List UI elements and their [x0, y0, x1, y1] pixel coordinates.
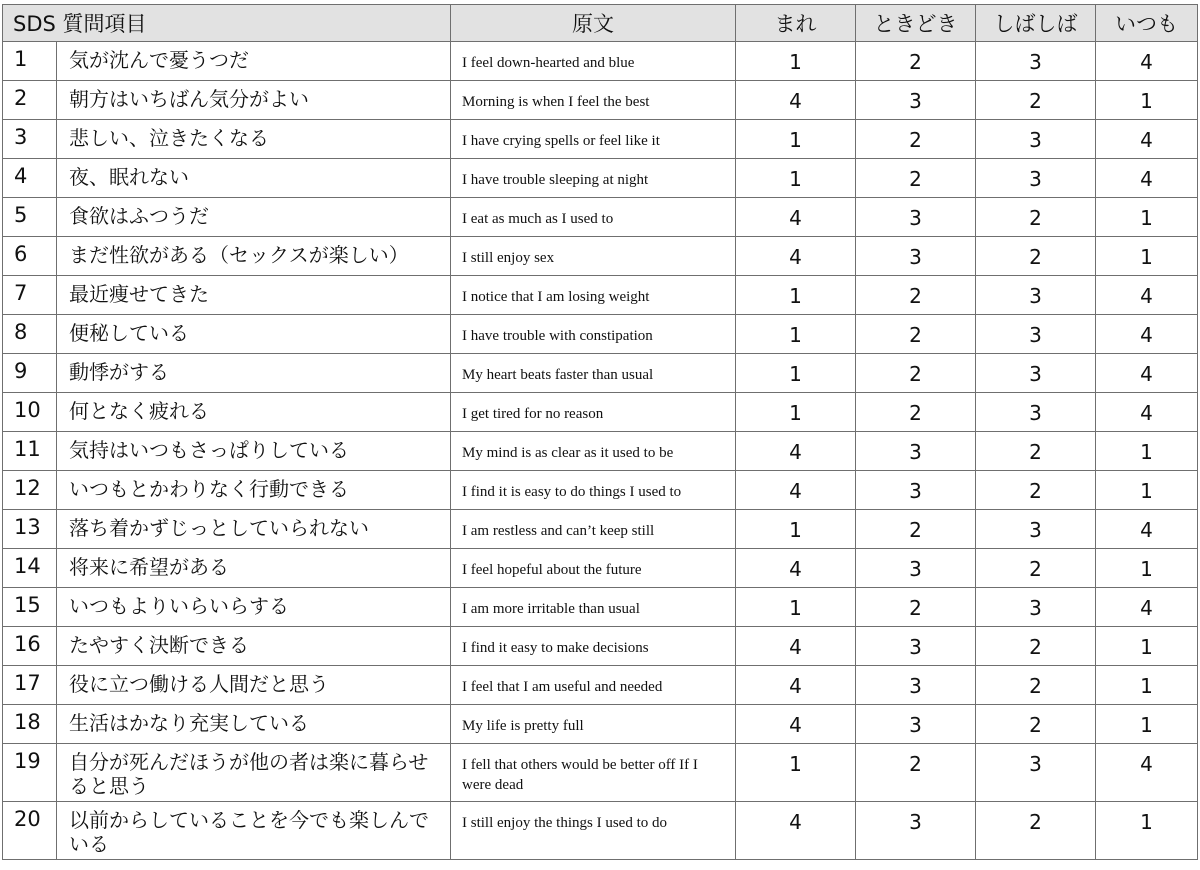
score-rarely: 1	[736, 120, 856, 159]
table-row	[3, 802, 1198, 860]
item-number: 3	[3, 120, 57, 159]
header-sds-item: SDS 質問項目	[3, 5, 451, 42]
score-often: 2	[976, 666, 1096, 705]
table-row	[3, 549, 1198, 588]
item-japanese: 落ち着かずじっとしていられない	[57, 510, 451, 549]
score-often: 3	[976, 744, 1096, 802]
item-original-english: I fell that others would be better off If I were dead	[451, 744, 736, 802]
score-often: 3	[976, 42, 1096, 81]
score-rarely: 1	[736, 159, 856, 198]
score-often: 3	[976, 588, 1096, 627]
score-rarely: 1	[736, 276, 856, 315]
item-number: 17	[3, 666, 57, 705]
score-rarely: 4	[736, 198, 856, 237]
score-sometimes: 3	[856, 237, 976, 276]
item-japanese: たやすく決断できる	[57, 627, 451, 666]
item-number: 13	[3, 510, 57, 549]
score-rarely: 4	[736, 627, 856, 666]
item-japanese: 悲しい、泣きたくなる	[57, 120, 451, 159]
score-always: 4	[1096, 159, 1198, 198]
item-japanese: 最近痩せてきた	[57, 276, 451, 315]
item-japanese: いつもとかわりなく行動できる	[57, 471, 451, 510]
item-number: 19	[3, 744, 57, 802]
score-rarely: 4	[736, 432, 856, 471]
item-original-english: I have trouble with constipation	[451, 315, 736, 354]
item-original-english: I find it easy to make decisions	[451, 627, 736, 666]
score-always: 4	[1096, 393, 1198, 432]
item-number: 5	[3, 198, 57, 237]
item-japanese: 自分が死んだほうが他の者は楽に暮らせると思う	[57, 744, 451, 802]
score-rarely: 1	[736, 510, 856, 549]
score-always: 4	[1096, 588, 1198, 627]
item-original-english: I still enjoy sex	[451, 237, 736, 276]
item-japanese: 将来に希望がある	[57, 549, 451, 588]
score-sometimes: 3	[856, 432, 976, 471]
score-often: 3	[976, 354, 1096, 393]
score-sometimes: 2	[856, 588, 976, 627]
item-original-english: My mind is as clear as it used to be	[451, 432, 736, 471]
table-row	[3, 315, 1198, 354]
table-row	[3, 354, 1198, 393]
table-row	[3, 432, 1198, 471]
item-japanese: 便秘している	[57, 315, 451, 354]
item-number: 12	[3, 471, 57, 510]
score-sometimes: 2	[856, 354, 976, 393]
score-often: 2	[976, 432, 1096, 471]
score-always: 4	[1096, 744, 1198, 802]
score-always: 4	[1096, 510, 1198, 549]
score-always: 1	[1096, 549, 1198, 588]
score-always: 1	[1096, 237, 1198, 276]
item-japanese: いつもよりいらいらする	[57, 588, 451, 627]
item-japanese: 気が沈んで憂うつだ	[57, 42, 451, 81]
table-row	[3, 276, 1198, 315]
score-often: 2	[976, 471, 1096, 510]
header-rarely: まれ	[736, 5, 856, 42]
score-always: 4	[1096, 120, 1198, 159]
item-original-english: I am more irritable than usual	[451, 588, 736, 627]
score-always: 1	[1096, 432, 1198, 471]
table-row	[3, 237, 1198, 276]
score-rarely: 1	[736, 393, 856, 432]
item-number: 14	[3, 549, 57, 588]
table-row	[3, 705, 1198, 744]
table-row	[3, 42, 1198, 81]
item-japanese: 動悸がする	[57, 354, 451, 393]
item-original-english: I get tired for no reason	[451, 393, 736, 432]
score-sometimes: 3	[856, 471, 976, 510]
score-rarely: 1	[736, 315, 856, 354]
table-row	[3, 471, 1198, 510]
score-sometimes: 2	[856, 159, 976, 198]
score-sometimes: 2	[856, 42, 976, 81]
score-rarely: 4	[736, 666, 856, 705]
score-sometimes: 3	[856, 627, 976, 666]
item-original-english: I find it is easy to do things I used to	[451, 471, 736, 510]
score-sometimes: 3	[856, 549, 976, 588]
score-always: 1	[1096, 471, 1198, 510]
item-japanese: 役に立つ働ける人間だと思う	[57, 666, 451, 705]
item-original-english: My heart beats faster than usual	[451, 354, 736, 393]
score-often: 2	[976, 237, 1096, 276]
score-sometimes: 3	[856, 705, 976, 744]
score-sometimes: 2	[856, 744, 976, 802]
score-rarely: 4	[736, 549, 856, 588]
item-japanese: 生活はかなり充実している	[57, 705, 451, 744]
table-row	[3, 744, 1198, 802]
item-original-english: I notice that I am losing weight	[451, 276, 736, 315]
score-sometimes: 3	[856, 802, 976, 860]
item-japanese: 夜、眠れない	[57, 159, 451, 198]
table-row	[3, 393, 1198, 432]
table-body	[3, 42, 1198, 860]
score-often: 3	[976, 159, 1096, 198]
score-always: 1	[1096, 81, 1198, 120]
score-rarely: 1	[736, 42, 856, 81]
score-sometimes: 2	[856, 120, 976, 159]
score-always: 1	[1096, 198, 1198, 237]
score-rarely: 1	[736, 354, 856, 393]
score-often: 2	[976, 549, 1096, 588]
score-often: 2	[976, 81, 1096, 120]
item-number: 8	[3, 315, 57, 354]
score-rarely: 1	[736, 744, 856, 802]
item-original-english: I have trouble sleeping at night	[451, 159, 736, 198]
item-number: 6	[3, 237, 57, 276]
score-often: 3	[976, 510, 1096, 549]
item-japanese: 食欲はふつうだ	[57, 198, 451, 237]
item-japanese: 朝方はいちばん気分がよい	[57, 81, 451, 120]
score-sometimes: 2	[856, 315, 976, 354]
score-sometimes: 3	[856, 81, 976, 120]
item-number: 9	[3, 354, 57, 393]
score-often: 2	[976, 802, 1096, 860]
score-often: 2	[976, 198, 1096, 237]
score-always: 1	[1096, 627, 1198, 666]
item-original-english: I feel down-hearted and blue	[451, 42, 736, 81]
item-number: 16	[3, 627, 57, 666]
table-row	[3, 159, 1198, 198]
score-rarely: 4	[736, 237, 856, 276]
item-number: 10	[3, 393, 57, 432]
item-original-english: My life is pretty full	[451, 705, 736, 744]
item-number: 20	[3, 802, 57, 860]
score-often: 3	[976, 120, 1096, 159]
score-often: 2	[976, 627, 1096, 666]
score-always: 1	[1096, 666, 1198, 705]
item-japanese: 以前からしていることを今でも楽しんでいる	[57, 802, 451, 860]
table-row	[3, 81, 1198, 120]
item-original-english: I feel hopeful about the future	[451, 549, 736, 588]
score-often: 3	[976, 393, 1096, 432]
item-japanese: まだ性欲がある（セックスが楽しい）	[57, 237, 451, 276]
score-rarely: 4	[736, 802, 856, 860]
item-japanese: 気持はいつもさっぱりしている	[57, 432, 451, 471]
item-original-english: I eat as much as I used to	[451, 198, 736, 237]
table-row	[3, 198, 1198, 237]
score-always: 4	[1096, 42, 1198, 81]
score-often: 2	[976, 705, 1096, 744]
sds-questionnaire-table	[2, 4, 1198, 860]
score-rarely: 4	[736, 471, 856, 510]
header-sometimes: ときどき	[856, 5, 976, 42]
score-often: 3	[976, 276, 1096, 315]
header-row	[3, 5, 1198, 42]
score-sometimes: 3	[856, 666, 976, 705]
table-row	[3, 588, 1198, 627]
item-number: 18	[3, 705, 57, 744]
score-always: 1	[1096, 705, 1198, 744]
score-sometimes: 3	[856, 198, 976, 237]
score-sometimes: 2	[856, 510, 976, 549]
score-always: 4	[1096, 315, 1198, 354]
score-sometimes: 2	[856, 393, 976, 432]
item-original-english: I have crying spells or feel like it	[451, 120, 736, 159]
score-rarely: 4	[736, 81, 856, 120]
item-number: 2	[3, 81, 57, 120]
table-header	[3, 5, 1198, 42]
score-always: 4	[1096, 276, 1198, 315]
item-number: 1	[3, 42, 57, 81]
item-original-english: I still enjoy the things I used to do	[451, 802, 736, 860]
score-always: 4	[1096, 354, 1198, 393]
header-always: いつも	[1096, 5, 1198, 42]
score-often: 3	[976, 315, 1096, 354]
item-original-english: I am restless and can’t keep still	[451, 510, 736, 549]
score-sometimes: 2	[856, 276, 976, 315]
score-rarely: 1	[736, 588, 856, 627]
item-original-english: I feel that I am useful and needed	[451, 666, 736, 705]
table-row	[3, 666, 1198, 705]
item-original-english: Morning is when I feel the best	[451, 81, 736, 120]
item-number: 11	[3, 432, 57, 471]
item-number: 4	[3, 159, 57, 198]
table-row	[3, 510, 1198, 549]
item-number: 7	[3, 276, 57, 315]
header-often: しばしば	[976, 5, 1096, 42]
score-rarely: 4	[736, 705, 856, 744]
table-row	[3, 627, 1198, 666]
table-row	[3, 120, 1198, 159]
item-number: 15	[3, 588, 57, 627]
score-always: 1	[1096, 802, 1198, 860]
header-original: 原文	[451, 5, 736, 42]
item-japanese: 何となく疲れる	[57, 393, 451, 432]
